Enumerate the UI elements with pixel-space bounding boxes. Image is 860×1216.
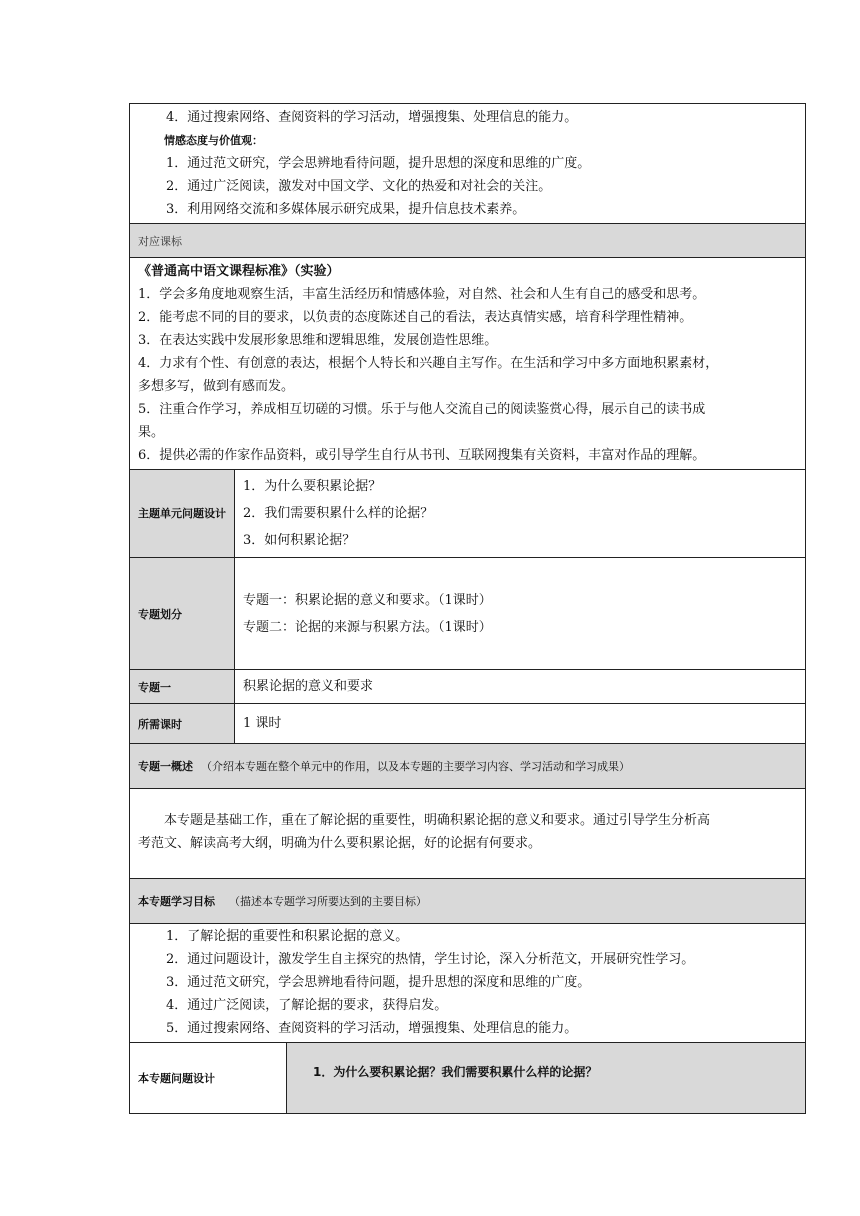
question-design-label xyxy=(130,1043,287,1113)
overview-header-row xyxy=(130,743,805,788)
standard-item: 1．学会多角度地观察生活，丰富生活经历和情感体验，对自然、社会和人生有自己的感受和思考。 xyxy=(138,287,706,302)
objectives-header-row xyxy=(130,878,805,923)
hours-value-cell xyxy=(235,704,805,743)
objective-item: 2．通过问题设计，激发学生自主探究的热情，学生讨论，深入分析范文，开展研究性学习。 xyxy=(166,952,695,967)
unit-questions-label xyxy=(130,470,235,557)
overview-content xyxy=(130,788,805,878)
objectives-note: （描述本专题学习所要达到的主要目标） xyxy=(229,895,427,908)
unit-question: 3．如何积累论据？ xyxy=(243,533,356,548)
topic-division-label-text: 专题划分 xyxy=(138,607,182,621)
topic-one-value-cell xyxy=(235,670,805,703)
objective-item: 5．通过搜索网络、查阅资料的学习活动，增强搜集、处理信息的能力。 xyxy=(166,1021,578,1036)
overview-label: 专题一概述 xyxy=(138,760,193,773)
unit-questions-label-text: 主题单元问题设计 xyxy=(138,506,226,520)
question-design-row xyxy=(130,1042,805,1113)
unit-question: 1．为什么要积累论据？ xyxy=(243,479,382,494)
objective-item: 1．了解论据的重要性和积累论据的意义。 xyxy=(166,929,409,944)
unit-questions-list xyxy=(235,470,805,557)
topic-one-label-text: 专题一 xyxy=(138,680,171,694)
standard-item: 5．注重合作学习，养成相互切磋的习惯。乐于与他人交流自己的阅读鉴赏心得，展示自己的读书成 xyxy=(138,402,706,417)
topic-division-row xyxy=(130,557,805,669)
topic-one-value: 积累论据的意义和要求 xyxy=(243,679,374,694)
unit-questions-row xyxy=(130,469,805,557)
emotion-item: 1．通过范文研究，学会思辨地看待问题，提升思想的深度和思维的广度。 xyxy=(166,156,591,171)
objectives-label: 本专题学习目标 xyxy=(138,895,215,908)
goals-continuation xyxy=(130,104,805,223)
topic-one-row xyxy=(130,669,805,703)
emotion-heading: 情感态度与价值观： xyxy=(164,134,263,147)
hours-row xyxy=(130,703,805,743)
hours-label xyxy=(130,704,235,743)
emotion-item: 2．通过广泛阅读，激发对中国文学、文化的热爱和对社会的关注。 xyxy=(166,179,552,194)
objective-item: 3．通过范文研究，学会思辨地看待问题，提升思想的深度和思维的广度。 xyxy=(166,975,591,990)
question-design-value: 1．为什么要积累论据？我们需要积累什么样的论据？ xyxy=(313,1065,598,1079)
overview-line: 考范文、解读高考大纲，明确为什么要积累论据，好的论据有何要求。 xyxy=(138,836,542,851)
topic-division-item: 专题二：论据的来源与积累方法。（1课时） xyxy=(243,619,492,635)
standards-header-row xyxy=(130,223,805,257)
topic-division-label xyxy=(130,558,235,669)
standard-item: 多想多写，做到有感而发。 xyxy=(138,379,295,394)
standard-item: 4．力求有个性、有创意的表达，根据个人特长和兴趣自主写作。在生活和学习中多方面地积累素材， xyxy=(138,356,719,371)
objective-item: 4．通过广泛阅读，了解论据的要求，获得启发。 xyxy=(166,998,448,1013)
topic-one-label xyxy=(130,670,235,703)
topic-division-list xyxy=(235,558,805,669)
topic-division-item: 专题一：积累论据的意义和要求。（1课时） xyxy=(243,592,492,608)
standard-item: 3．在表达实践中发展形象思维和逻辑思维，发展创造性思维。 xyxy=(138,333,498,348)
hours-value: 1 课时 xyxy=(243,716,282,731)
lesson-plan-table xyxy=(129,103,806,1114)
objectives-list xyxy=(130,923,805,1042)
standard-item: 果。 xyxy=(138,425,165,440)
standard-item: 6．提供必需的作家作品资料，或引导学生自行从书刊、互联网搜集有关资料，丰富对作品的理解。 xyxy=(138,448,706,463)
standards-content xyxy=(130,257,805,469)
overview-line: 本专题是基础工作，重在了解论据的重要性，明确积累论据的意义和要求。通过引导学生分析高 xyxy=(164,813,711,828)
question-design-value-cell xyxy=(287,1043,805,1113)
overview-note: （介绍本专题在整个单元中的作用，以及本专题的主要学习内容、学习活动和学习成果） xyxy=(201,760,630,773)
standard-item: 2．能考虑不同的目的要求，以负责的态度陈述自己的看法，表达真情实感，培育科学理性精神。 xyxy=(138,310,693,325)
standards-header: 对应课标 xyxy=(138,234,182,248)
goal-item-4: 4．通过搜索网络、查阅资料的学习活动，增强搜集、处理信息的能力。 xyxy=(166,110,578,125)
question-design-label-text: 本专题问题设计 xyxy=(138,1072,215,1085)
unit-question: 2．我们需要积累什么样的论据？ xyxy=(243,506,434,521)
standards-title: 《普通高中语文课程标准》（实验） xyxy=(138,264,340,279)
hours-label-text: 所需课时 xyxy=(138,717,182,731)
emotion-item: 3．利用网络交流和多媒体展示研究成果，提升信息技术素养。 xyxy=(166,202,526,217)
